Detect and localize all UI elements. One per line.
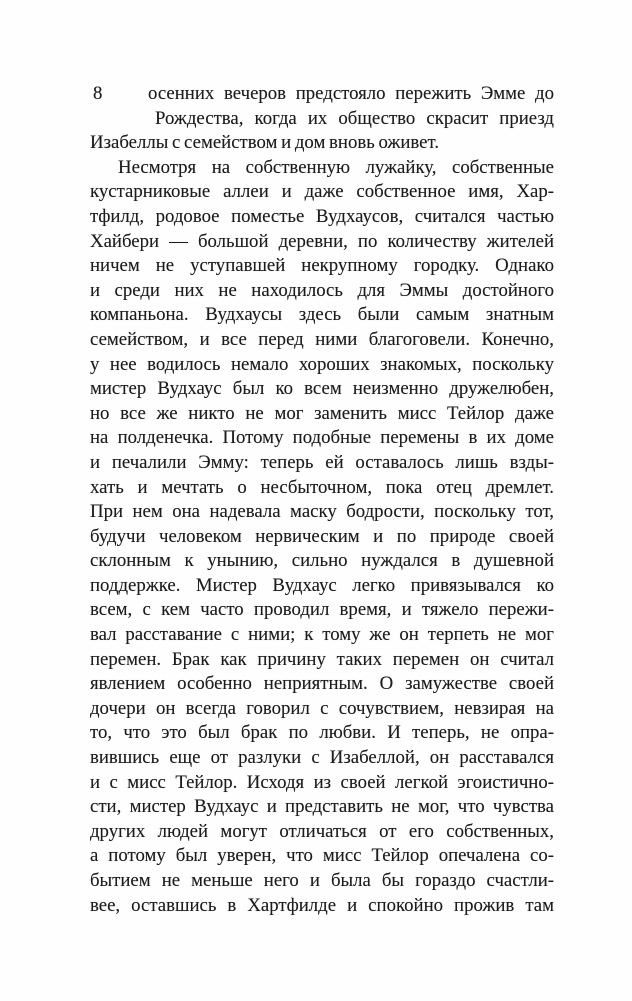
text-line-content: компаньона. Вудхаусы здесь были самым знатным <box>90 304 554 326</box>
text-line-content: сти, мистер Вудхаус и представить не мог, что чувства <box>90 796 554 818</box>
text-line <box>90 869 554 894</box>
text-line-content: но все же никто не мог заменить мисс Тейлор даже <box>90 402 554 424</box>
text-line-content: кустарниковые аллеи и даже собственное имя, Хар- <box>90 181 554 203</box>
text-line <box>90 303 554 328</box>
text-line-content: склонным к унынию, сильно нуждался в душевной <box>90 550 554 572</box>
text-line <box>90 476 554 501</box>
page-number: 8 <box>93 83 103 104</box>
text-line-content: бытием не меньше него и была бы гораздо счастли- <box>90 870 554 891</box>
text-line <box>90 254 554 279</box>
text-line-content: других людей могут отличаться от его собственных, <box>90 820 554 842</box>
text-line <box>90 844 554 869</box>
text-line-content: и среди них не находилось для Эммы достойного <box>90 279 554 301</box>
text-line <box>90 328 554 353</box>
text-line-content: а потому был уверен, что мисс Тейлор опечалена со- <box>90 845 554 867</box>
text-line <box>90 82 554 107</box>
text-line-content: вал расставание с ними; к тому же он терпеть не мог <box>90 624 554 646</box>
text-line <box>90 721 554 746</box>
text-line <box>90 377 554 402</box>
text-line <box>90 697 554 722</box>
text-line <box>90 205 554 230</box>
text-line <box>90 648 554 673</box>
text-line-content: то, что это был брак по любви. И теперь, не опра- <box>90 722 554 744</box>
text-line-content: тфилд, родовое поместье Вудхаусов, считался частью <box>90 205 554 227</box>
text-line <box>90 426 554 451</box>
text-line-content: вившись еще от разлуки с Изабеллой, он расставался <box>90 747 554 769</box>
text-line <box>90 820 554 845</box>
text-line-content: явлением особенно неприятным. О замужестве своей <box>90 673 554 695</box>
text-line <box>90 279 554 304</box>
text-line-content: мистер Вудхаус был ко всем неизменно дружелюбен, <box>90 378 554 400</box>
text-line-content: на полденечка. Потому подобные перемены в их доме <box>90 427 554 449</box>
text-line <box>90 402 554 427</box>
text-line <box>90 771 554 796</box>
text-line-content: вее, оставшись в Хартфилде и спокойно прожив там <box>90 894 554 916</box>
text-line <box>90 451 554 476</box>
text-line-content: Рождества, когда их общество скрасит приезд <box>155 107 554 129</box>
text-line <box>90 353 554 378</box>
text-line <box>90 623 554 648</box>
text-line <box>90 500 554 525</box>
text-line <box>90 180 554 205</box>
text-line <box>90 574 554 599</box>
text-line-content: будучи человеком нервическим и по природе своей <box>90 525 554 547</box>
text-line-content: Несмотря на собственную лужайку, собственные <box>118 156 554 178</box>
text-line-content: ничем не уступавшей некрупному городку. Однако <box>90 255 554 277</box>
text-line-content: Изабеллы с семейством и дом вновь оживет. <box>90 132 440 154</box>
text-line <box>90 672 554 697</box>
text-line-content: поддержке. Мистер Вудхаус легко привязывался ко <box>90 574 554 596</box>
text-line-content: и печалили Эмму: теперь ей оставалось лишь взды- <box>90 451 554 473</box>
text-line-content: перемен. Брак как причину таких перемен он считал <box>90 648 554 670</box>
text-line <box>90 107 554 132</box>
text-line <box>90 131 554 156</box>
text-line-content: хать и мечтать о несбыточном, пока отец дремлет. <box>90 476 554 498</box>
text-line <box>90 156 554 181</box>
text-line-content: семейством, и все перед ними благоговели. Конечно, <box>90 328 554 350</box>
text-line-content: и с мисс Тейлор. Исходя из своей легкой эгоистично- <box>90 771 554 793</box>
text-line <box>90 894 554 919</box>
text-line-content: у нее водилось немало хороших знакомых, поскольку <box>90 353 554 375</box>
text-line <box>90 525 554 550</box>
text-line-content: При нем она надевала маску бодрости, поскольку тот, <box>90 501 554 523</box>
text-line <box>90 746 554 771</box>
text-line-content: осенних вечеров предстояло пережить Эмме до <box>148 83 554 104</box>
text-block <box>90 82 554 918</box>
text-line <box>90 230 554 255</box>
text-line-content: дочери он всегда говорил с сочувствием, невзирая на <box>90 697 554 719</box>
text-line <box>90 549 554 574</box>
text-line-content: всем, с кем часто проводил время, и тяжело пережи- <box>90 599 554 621</box>
text-line <box>90 598 554 623</box>
text-line <box>90 795 554 820</box>
text-line-content: Хайбери — большой деревни, по количеству жителей <box>90 230 554 252</box>
